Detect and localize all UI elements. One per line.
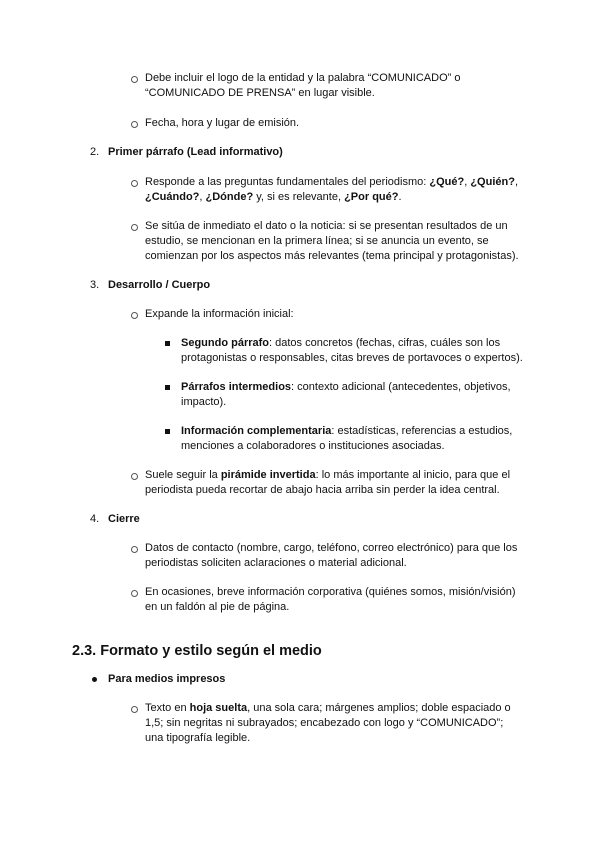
text: En ocasiones, breve información corporativa (quiénes somos, misión/visión) [145, 586, 516, 598]
text-line [181, 439, 512, 454]
bold-text: ¿Qué? [429, 176, 465, 188]
bold-text: Segundo párrafo [181, 337, 270, 349]
bold-text: ¿Quién? [470, 176, 515, 188]
text: 1,5; sin negritas ni subrayados; encabezado con logo y “COMUNICADO”; [145, 717, 504, 729]
bold-text: pirámide invertida [220, 469, 316, 481]
bold-text: Desarrollo / Cuerpo [108, 279, 211, 291]
list-item [145, 307, 294, 322]
text: Debe incluir el logo de la entidad y la palabra “COMUNICADO” o [145, 72, 461, 84]
text: Suele seguir la [145, 469, 221, 481]
circle-bullet-icon [131, 590, 138, 597]
text-line [181, 336, 523, 351]
text-line [108, 672, 225, 687]
list-item [145, 116, 299, 131]
text-line [145, 86, 460, 101]
text-line [145, 716, 511, 731]
circle-bullet-icon [131, 76, 138, 83]
text-line [181, 351, 523, 366]
text-line [145, 731, 511, 746]
list-item [108, 512, 140, 527]
text: “COMUNICADO DE PRENSA” en lugar visible. [145, 87, 375, 99]
square-bullet-icon [165, 429, 170, 434]
list-item [181, 380, 511, 410]
text-line [181, 380, 511, 395]
text-line [145, 219, 519, 234]
text-line [145, 556, 517, 571]
list-item [108, 278, 210, 293]
bold-text: ¿Cuándo? [145, 191, 200, 203]
bold-text: Primer párrafo (Lead informativo) [108, 146, 283, 158]
text-line [145, 190, 518, 205]
circle-bullet-icon [131, 546, 138, 553]
text-line [145, 701, 511, 716]
text-line [145, 175, 518, 190]
section-heading: 2.3. Formato y estilo según el medio [72, 643, 322, 659]
text-line [145, 307, 294, 322]
list-item [145, 219, 519, 264]
text-line [145, 468, 510, 483]
text: , una sola cara; márgenes amplios; doble espaciado o [247, 702, 511, 714]
text: Se sitúa de inmediato el dato o la noticia: si se presentan resultados de un [145, 220, 508, 232]
text: Expande la información inicial: [145, 308, 294, 320]
text-line [181, 395, 511, 410]
list-item [181, 424, 512, 454]
text: periodista pueda recortar de abajo hacia arriba sin perder la idea central. [145, 484, 500, 496]
text: Responde a las preguntas fundamentales del periodismo: [145, 176, 430, 188]
text: : lo más importante al inicio, para que el [315, 469, 511, 481]
list-item [145, 175, 518, 205]
bold-text: Para medios impresos [108, 673, 226, 685]
text: Datos de contacto (nombre, cargo, teléfono, correo electrónico) para que los [145, 542, 518, 554]
text-line [181, 424, 512, 439]
text: : contexto adicional (antecedentes, objetivos, [291, 381, 511, 393]
list-item [108, 672, 225, 687]
list-item [108, 145, 283, 160]
bold-text: Cierre [108, 513, 140, 525]
list-number: 4. [90, 513, 100, 525]
bold-text: Párrafos intermedios [181, 381, 292, 393]
text: periodistas soliciten aclaraciones o material adicional. [145, 557, 407, 569]
circle-bullet-icon [131, 312, 138, 319]
text: comienzan por los aspectos más relevantes (tema principal y protagonistas). [145, 250, 519, 262]
text: Fecha, hora y lugar de emisión. [145, 117, 300, 129]
text: , [464, 176, 471, 188]
bold-text: hoja suelta [189, 702, 248, 714]
circle-bullet-icon [131, 180, 138, 187]
text: y, si es relevante, [253, 191, 345, 203]
text: protagonistas o responsables, citas breves de portavoces o expertos). [181, 352, 523, 364]
list-item [145, 71, 460, 101]
text-line [108, 278, 210, 293]
list-item [145, 468, 510, 498]
text-line [108, 512, 140, 527]
text: en un faldón al pie de página. [145, 601, 290, 613]
text-line [145, 249, 519, 264]
square-bullet-icon [165, 385, 170, 390]
text: estudio, se mencionan en la primera línea; si se anuncia un evento, se [145, 235, 489, 247]
circle-bullet-icon [131, 473, 138, 480]
list-number: 2. [90, 146, 100, 158]
text-line [145, 585, 516, 600]
list-number: 3. [90, 279, 100, 291]
text: , [514, 176, 518, 188]
dot-bullet-icon [92, 677, 97, 682]
bold-text: ¿Dónde? [205, 191, 254, 203]
text-line [145, 483, 510, 498]
list-item [181, 336, 523, 366]
text-line [145, 600, 516, 615]
bold-text: ¿Por qué? [344, 191, 399, 203]
list-item [145, 701, 511, 746]
text: impacto). [181, 396, 227, 408]
circle-bullet-icon [131, 224, 138, 231]
text-line [108, 145, 283, 160]
text: Texto en [145, 702, 190, 714]
square-bullet-icon [165, 341, 170, 346]
circle-bullet-icon [131, 706, 138, 713]
text-line [145, 541, 517, 556]
text: menciones a colaboradores o instituciones asociadas. [181, 440, 445, 452]
text: : estadísticas, referencias a estudios, [331, 425, 513, 437]
list-item [145, 585, 516, 615]
circle-bullet-icon [131, 121, 138, 128]
text: , [199, 191, 206, 203]
text: . [398, 191, 402, 203]
text: : datos concretos (fechas, cifras, cuáles son los [269, 337, 501, 349]
text-line [145, 234, 519, 249]
text-line [145, 116, 299, 131]
bold-text: Información complementaria [181, 425, 332, 437]
list-item [145, 541, 517, 571]
text: una tipografía legible. [145, 732, 251, 744]
text-line [145, 71, 460, 86]
